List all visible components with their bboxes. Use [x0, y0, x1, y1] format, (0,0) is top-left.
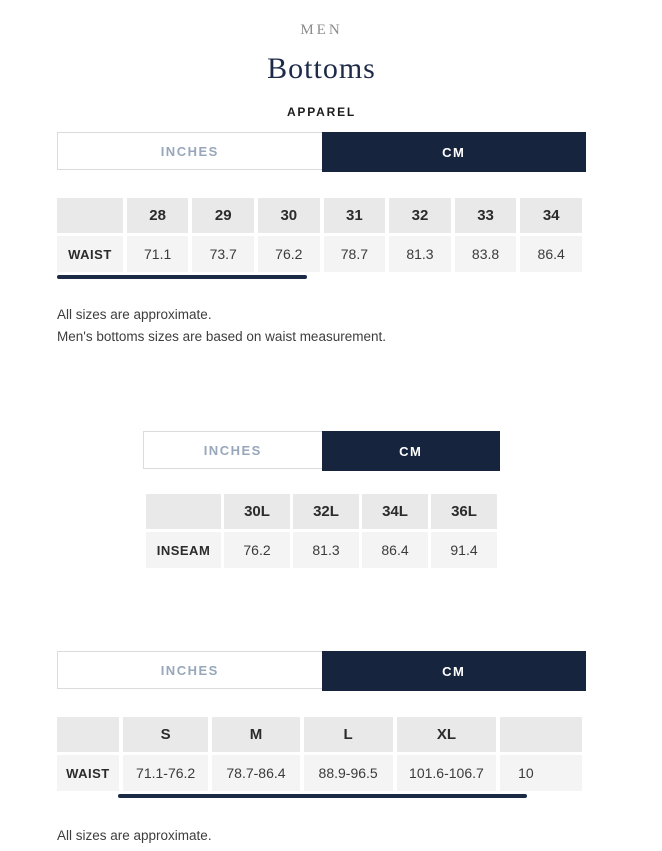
size-value-cell: 81.3 [389, 236, 451, 272]
size-value-cell: 86.4 [362, 532, 428, 568]
inches-tab[interactable]: INCHES [58, 133, 322, 169]
size-col-header [500, 717, 582, 752]
category-eyebrow: MEN [300, 22, 343, 38]
table-data-row [57, 755, 582, 791]
horizontal-scrollbar[interactable] [118, 794, 527, 798]
corner-cell [146, 494, 221, 529]
size-value-cell: 88.9-96.5 [304, 755, 393, 791]
alpha-table-scroll-area[interactable] [57, 714, 586, 794]
size-col-header: L [304, 717, 393, 752]
table-header-row [57, 717, 582, 752]
sizing-note: All sizes are approximate. [57, 828, 212, 843]
inseam-size-table [143, 491, 500, 571]
size-col-header: 30 [258, 198, 320, 233]
size-col-header: 34L [362, 494, 428, 529]
size-col-header: 30L [224, 494, 290, 529]
size-value-cell: 81.3 [293, 532, 359, 568]
size-value-cell: 73.7 [192, 236, 254, 272]
size-col-header: 32 [389, 198, 451, 233]
cm-tab[interactable]: CM [322, 431, 501, 471]
size-col-header: 28 [127, 198, 189, 233]
cm-tab[interactable]: CM [322, 132, 587, 172]
size-col-header: 33 [455, 198, 517, 233]
table-data-row [57, 236, 582, 272]
alpha-size-waist-table [57, 714, 586, 794]
size-col-header: 34 [520, 198, 582, 233]
waist-size-table [57, 195, 586, 275]
table-header-row [57, 198, 582, 233]
size-value-cell: 101.6-106.7 [397, 755, 496, 791]
unit-toggle-alpha [57, 651, 586, 689]
horizontal-scrollbar[interactable] [57, 275, 307, 279]
size-value-cell: 91.4 [431, 532, 497, 568]
measure-row-label: INSEAM [146, 532, 221, 568]
size-value-cell: 86.4 [520, 236, 582, 272]
size-col-header: 36L [431, 494, 497, 529]
inches-tab[interactable]: INCHES [58, 652, 322, 688]
inches-tab[interactable]: INCHES [144, 432, 322, 468]
corner-cell [57, 198, 123, 233]
size-col-header: 31 [324, 198, 386, 233]
unit-toggle-inseam [143, 431, 500, 469]
size-col-header: M [212, 717, 299, 752]
waist-table-scroll-area[interactable] [57, 195, 586, 275]
inseam-table-area [57, 491, 586, 571]
size-col-header: 29 [192, 198, 254, 233]
size-guide-page [57, 0, 586, 844]
size-col-header: 32L [293, 494, 359, 529]
measure-row-label: WAIST [57, 236, 123, 272]
size-col-header: XL [397, 717, 496, 752]
size-value-cell: 78.7 [324, 236, 386, 272]
measure-row-label: WAIST [57, 755, 119, 791]
sizing-note: Men's bottoms sizes are based on waist measurement. [57, 329, 386, 344]
page-title: Bottoms [267, 52, 376, 85]
size-value-cell: 71.1-76.2 [123, 755, 209, 791]
size-value-cell: 83.8 [455, 236, 517, 272]
size-col-header: S [123, 717, 209, 752]
sizing-note: All sizes are approximate. [57, 307, 212, 322]
size-value-cell: 71.1 [127, 236, 189, 272]
size-value-cell: 76.2 [258, 236, 320, 272]
section-label: APPAREL [286, 105, 357, 119]
table-data-row [146, 532, 497, 568]
size-value-cell: 78.7-86.4 [212, 755, 299, 791]
size-value-cell-clipped: 10 [500, 755, 582, 791]
corner-cell [57, 717, 119, 752]
table-header-row [146, 494, 497, 529]
size-value-cell: 76.2 [224, 532, 290, 568]
cm-tab[interactable]: CM [322, 651, 587, 691]
unit-toggle-waist [57, 132, 586, 170]
